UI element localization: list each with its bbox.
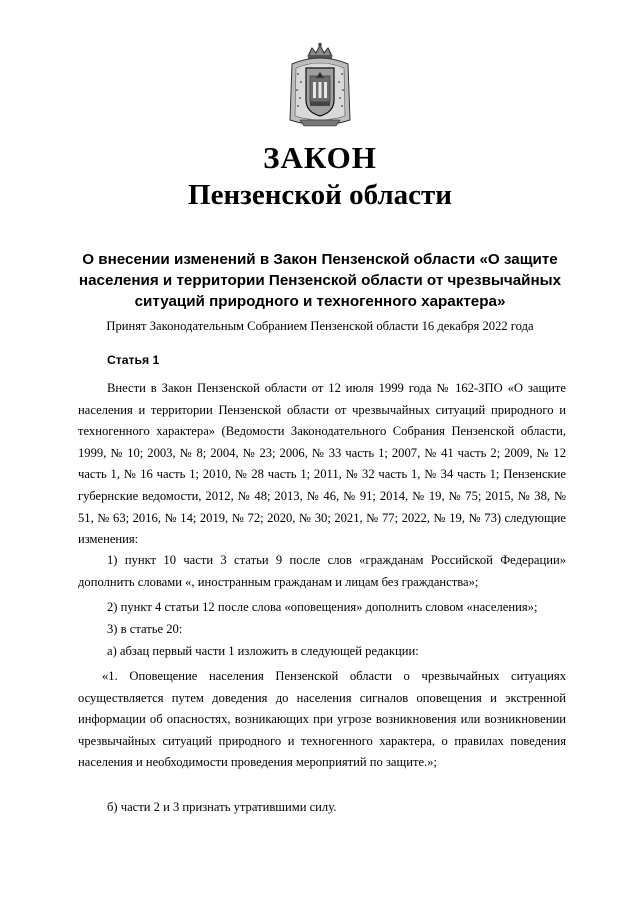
law-subtitle: Пензенской области bbox=[188, 179, 452, 211]
item-3: 3) в статье 20: bbox=[107, 622, 183, 636]
item-1: 1) пункт 10 части 3 статьи 9 после слов «гражданам Российской Федерации» дополнить словами «, иностранным гражданам и лицам без гражданства»; bbox=[78, 553, 566, 589]
sub-item-a: а) абзац первый части 1 изложить в следующей редакции: bbox=[107, 644, 419, 658]
document-heading bbox=[70, 249, 570, 312]
coat-of-arms-icon bbox=[286, 42, 354, 128]
sub-item-b: б) части 2 и 3 признать утратившими силу. bbox=[107, 800, 337, 814]
item-2: 2) пункт 4 статьи 12 после слова «оповещения» дополнить словом «населения»; bbox=[107, 600, 538, 614]
heading-line-1: О внесении изменений в Закон Пензенской области «О защите bbox=[82, 251, 558, 268]
article-title: Статья 1 bbox=[107, 353, 160, 367]
intro-paragraph: Внести в Закон Пензенской области от 12 июля 1999 года № 162-ЗПО «О защите населения и территории Пензенской области от чрезвычайных ситуаций природного и техногенного характера» (Ведомости Законодательного Собрания Пензенской области, 1999, № 10; 2003, № 8; 2004, № 23; 2006, № 33 часть 1; 2007, № 41 часть 2; 2009, № 12 часть 1, № 16 часть 1; 2010, № 28 часть 1; 2011, № 32 часть 1, № 34 часть 1; Пензенские губернские ведомости, 2012, № 48; 2013, № 46, № 91; 2014, № 19, № 75; 2015, № 38, № 51, № 63; 2016, № 14; 2019, № 72; 2020, № 30; 2021, № 77; 2022, № 19, № 73) следующие изменения: bbox=[78, 381, 566, 547]
new-wording-paragraph: «1. Оповещение населения Пензенской области о чрезвычайных ситуациях осуществляется путем доведения до населения сигналов оповещения и экстренной информации об опасностях, возникающих при угрозе возникновения или возникновении чрезвычайных ситуаций природного и техногенного характера, о правилах поведения населения и необходимости проведения мероприятий по защите.»; bbox=[78, 669, 566, 770]
heading-line-2: населения и территории Пензенской области от чрезвычайных bbox=[78, 272, 562, 289]
adoption-note: Принят Законодательным Собранием Пензенской области 16 декабря 2022 года bbox=[106, 319, 534, 333]
law-title: ЗАКОН bbox=[263, 140, 377, 175]
heading-line-3: ситуаций природного и техногенного характера» bbox=[134, 293, 506, 310]
